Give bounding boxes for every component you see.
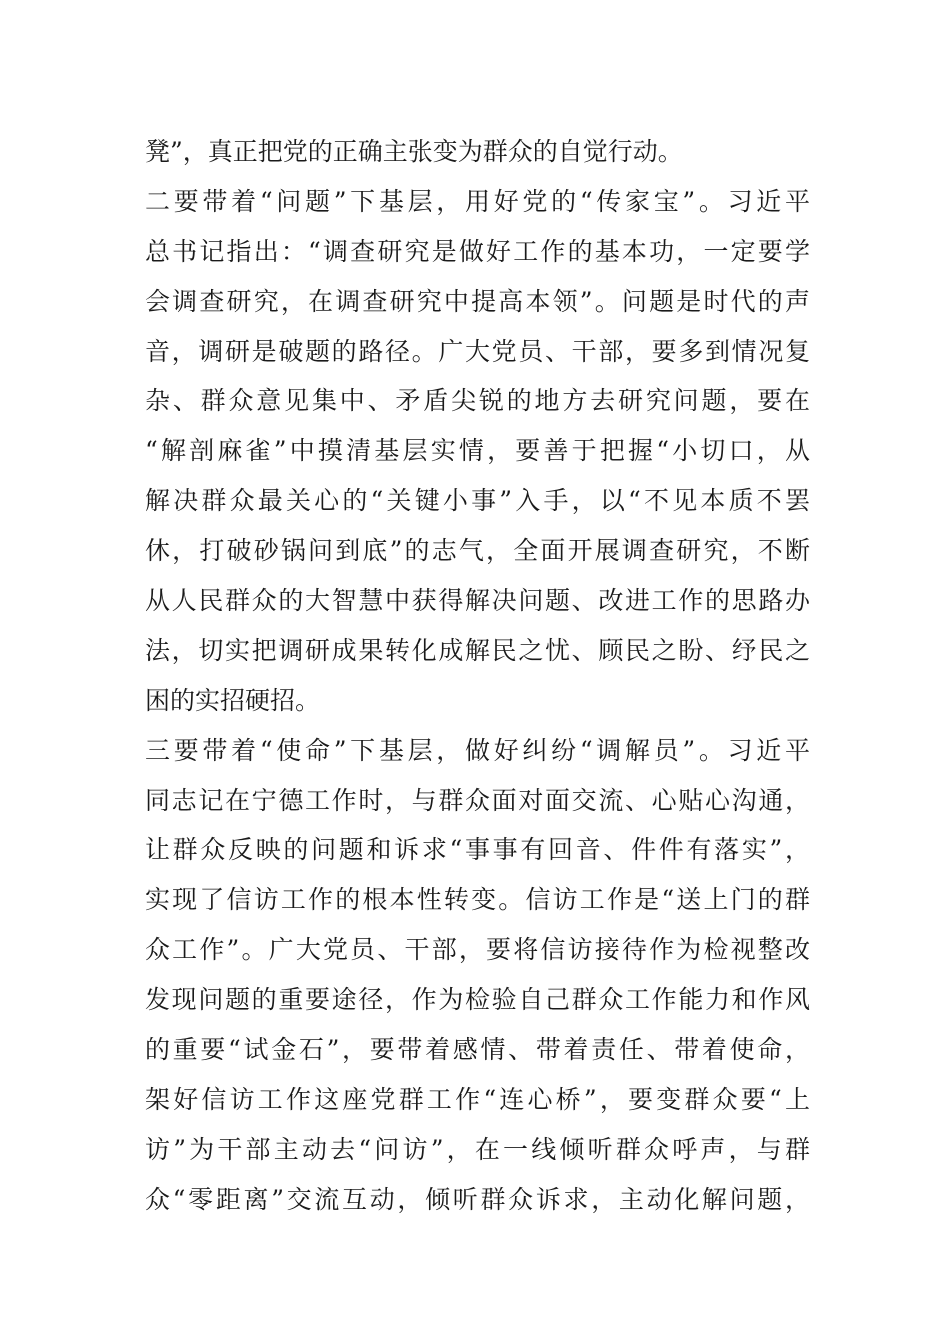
text-line: 让群众反映的问题和诉求“事事有回音、件件有落实”， bbox=[145, 835, 810, 865]
text-line: 总书记指出：“调查研究是做好工作的基本功，一定要学 bbox=[145, 236, 810, 266]
text-line: 发现问题的重要途径，作为检验自己群众工作能力和作风 bbox=[145, 985, 810, 1015]
text-line: 困的实招硬招。 bbox=[145, 685, 321, 715]
text-line: 架好信访工作这座党群工作“连心桥”，要变群众要“上 bbox=[145, 1084, 810, 1114]
text-line: 众“零距离”交流互动，倾听群众诉求，主动化解问题， bbox=[145, 1184, 810, 1214]
text-line: 杂、群众意见集中、矛盾尖锐的地方去研究问题，要在 bbox=[145, 386, 810, 416]
text-line: 同志记在宁德工作时，与群众面对面交流、心贴心沟通， bbox=[145, 785, 810, 815]
text-line: 音，调研是破题的路径。广大党员、干部，要多到情况复 bbox=[145, 336, 810, 366]
text-line: 法，切实把调研成果转化成解民之忧、顾民之盼、纾民之 bbox=[145, 635, 810, 665]
text-line: 三要带着“使命”下基层，做好纠纷“调解员”。习近平 bbox=[145, 735, 810, 765]
body-text bbox=[145, 127, 810, 1225]
text-line: 的重要“试金石”，要带着感情、带着责任、带着使命， bbox=[145, 1035, 810, 1065]
text-line: 二要带着“问题”下基层，用好党的“传家宝”。习近平 bbox=[145, 186, 810, 216]
text-line: 解决群众最关心的“关键小事”入手，以“不见本质不罢 bbox=[145, 486, 810, 516]
text-line: 休，打破砂锅问到底”的志气，全面开展调查研究，不断 bbox=[145, 536, 810, 566]
text-line: “解剖麻雀”中摸清基层实情，要善于把握“小切口，从 bbox=[145, 436, 810, 466]
text-line: 凳”，真正把党的正确主张变为群众的自觉行动。 bbox=[145, 137, 683, 166]
text-line: 实现了信访工作的根本性转变。信访工作是“送上门的群 bbox=[145, 885, 810, 915]
text-line: 访”为干部主动去“问访”，在一线倾听群众呼声，与群 bbox=[145, 1134, 810, 1164]
text-line: 众工作”。广大党员、干部，要将信访接待作为检视整改 bbox=[145, 935, 810, 965]
text-line: 会调查研究，在调查研究中提高本领”。问题是时代的声 bbox=[145, 286, 810, 316]
text-line: 从人民群众的大智慧中获得解决问题、改进工作的思路办 bbox=[145, 586, 810, 616]
